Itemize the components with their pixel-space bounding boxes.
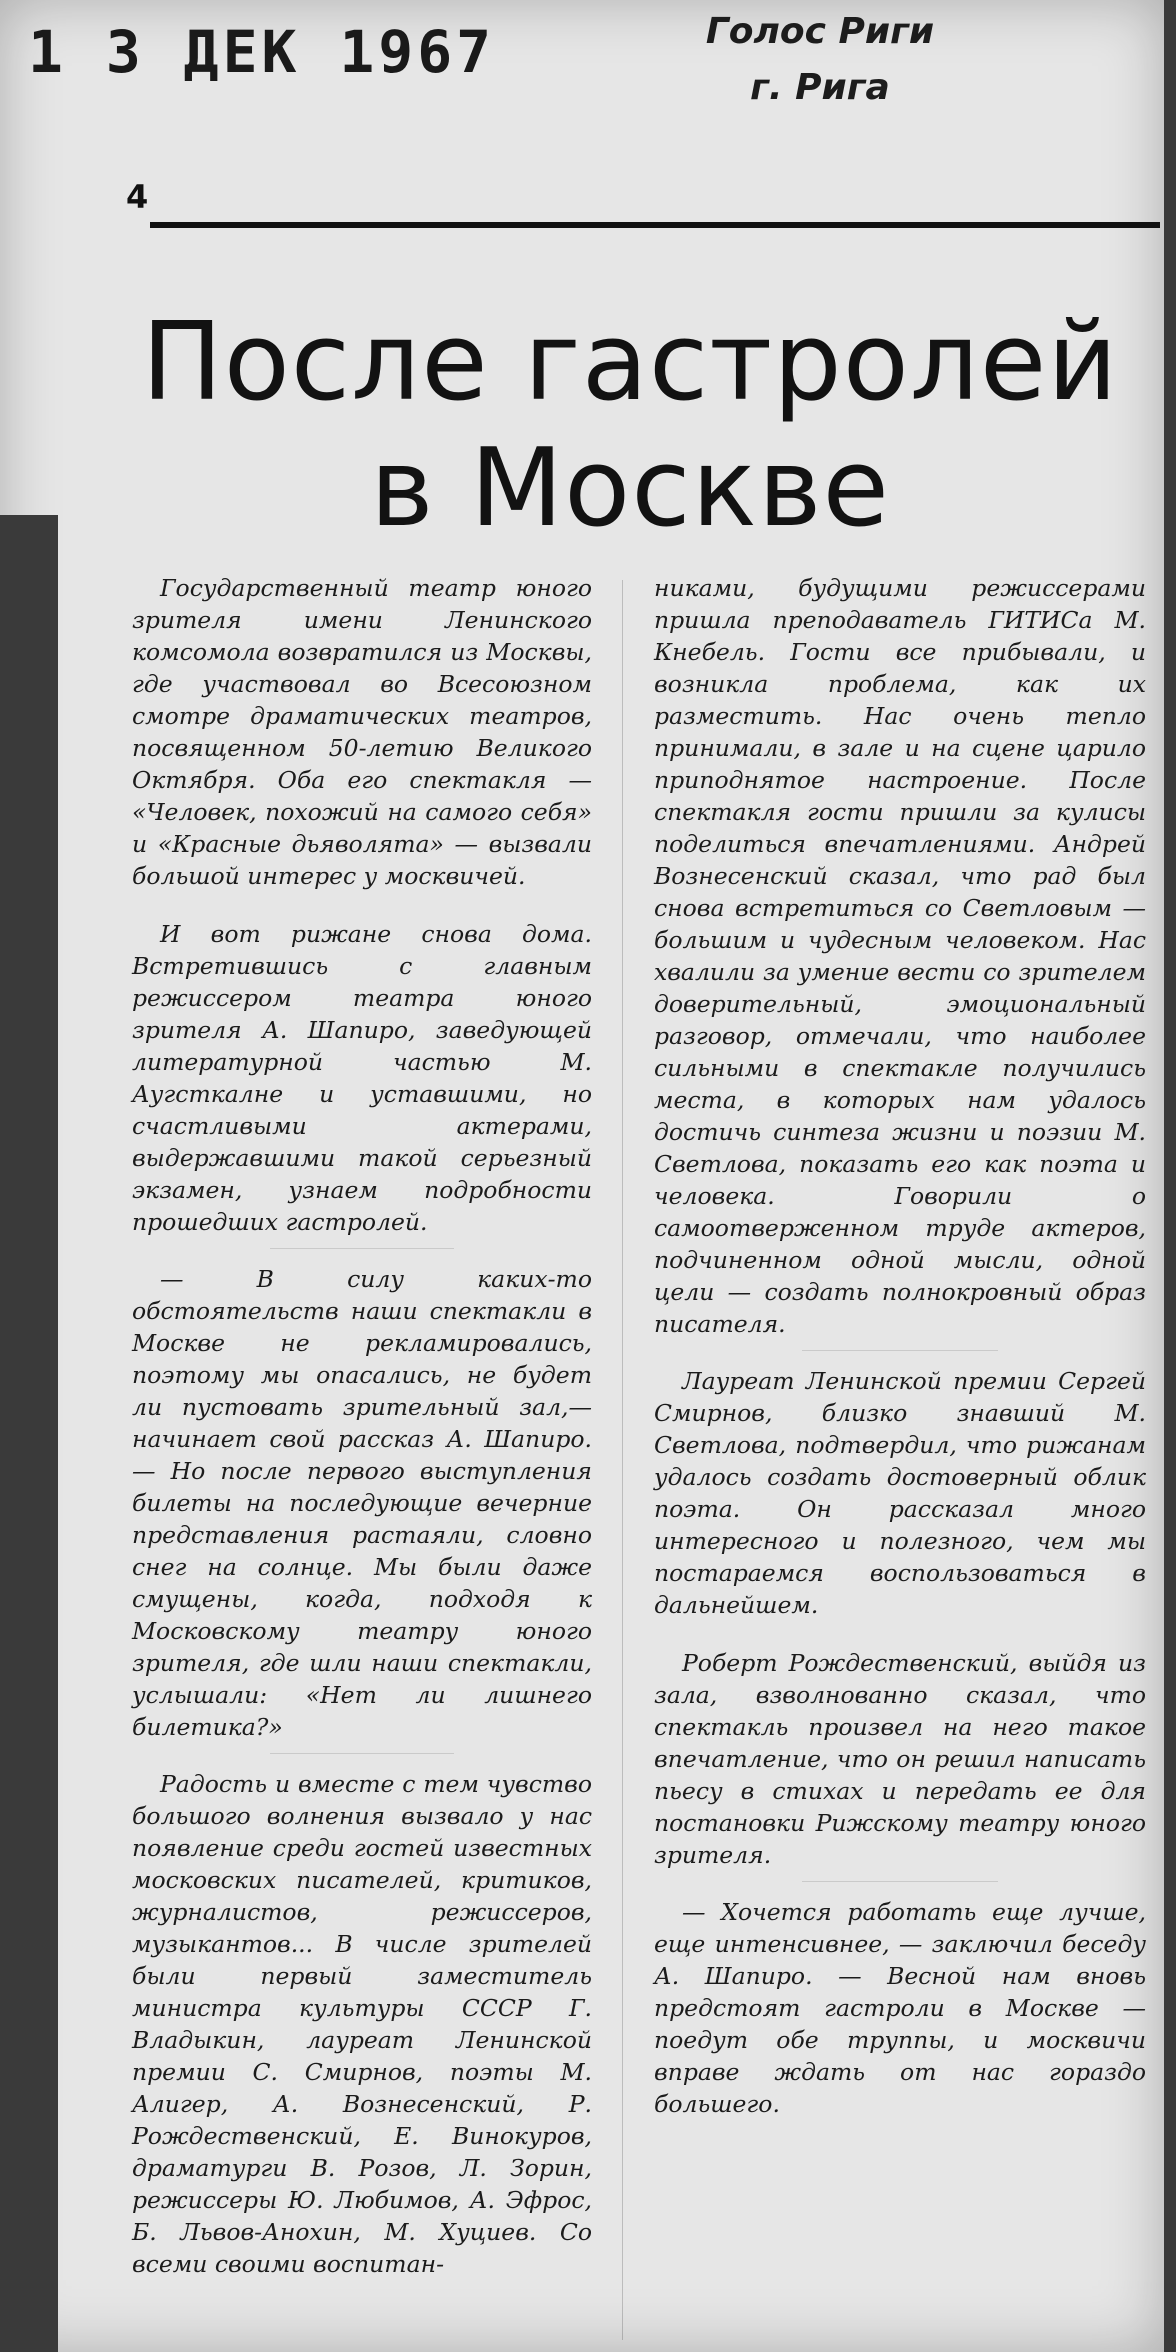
paragraph: никами, будущими режиссерами пришла преподаватель ГИТИСа М. Кнебель. Гости все прибывали, и возникла проблема, как их разместить. Нас очень тепло принимали, в зале и на сцене царило приподнятое настроение. После спектакля гости пришли за кулисы поделиться впечатлениями. Андрей Вознесенский сказал, что рад был снова встретиться со Светловым — большим и чудесным человеком. Нас хвалили за умение вести со зрителем доверительный, эмоциональный разговор, отмечали, что наиболее сильными в спектакле получились места, в которых нам удалось достичь синтеза жизни и поэзии М. Светлова, показать его как поэта и человека. Говорили о самоотверженном труде актеров, подчиненном одной мысли, одной цели — создать полнокровный образ писателя. <box>654 574 1146 1338</box>
headline-line-1: После гастролей <box>141 300 1119 425</box>
column-divider <box>622 580 623 2340</box>
top-rule-divider <box>150 222 1160 228</box>
article-headline <box>130 300 1130 552</box>
source-stamp <box>660 4 980 116</box>
paragraph: — В силу каких-то обстоятельств наши спектакли в Москве не рекламировались, поэтому мы опасались, не будет ли пустовать зрительный зал,— начинает свой рассказ А. Шапиро. — Но после первого выступления билеты на последующие вечерние представления растаяли, словно снег на солнце. Мы были даже смущены, когда, подходя к Московскому театру юного зрителя, где шли наши спектакли, услышали: «Нет ли лишнего билетика?» <box>132 1265 592 1741</box>
source-stamp-city: г. Рига <box>750 67 890 108</box>
paragraph: Роберт Рождественский, выйдя из зала, взволнованно сказал, что спектакль произвел на него такое впечатление, что он решил написать пьесу в стихах и передать ее для постановки Рижскому театру юного зрителя. <box>654 1649 1146 1869</box>
paragraph-separator <box>270 1753 454 1754</box>
torn-edge-shadow <box>0 515 58 2352</box>
paragraph: Государственный театр юного зрителя имени Ленинского комсомола возвратился из Москвы, где участвовал во Всесоюзном смотре драматических театров, посвященном 50-летию Великого Октября. Оба его спектакля — «Человек, похожий на самого себя» и «Красные дьяволята» — вызвали большой интерес у москвичей. <box>132 574 592 890</box>
paragraph: И вот рижане снова дома. Встретившись с главным режиссером театра юного зрителя А. Шапиро, заведующей литературной частью М. Аугсткалне и уставшими, но счастливыми актерами, выдержавшими такой серьезный экзамен, узнаем подробности прошедших гастролей. <box>132 920 592 1236</box>
article-column-right <box>654 572 1146 2146</box>
paragraph: Радость и вместе с тем чувство большого волнения вызвало у нас появление среди гостей известных московских писателей, критиков, журналистов, режиссеров, музыкантов... В числе зрителей были первый заместитель министра культуры СССР Г. Владыкин, лауреат Ленинской премии С. Смирнов, поэты М. Алигер, А. Вознесенский, Р. Рождественский, Е. Винокуров, драматурги В. Розов, Л. Зорин, режиссеры Ю. Любимов, А. Эфрос, Б. Львов-Анохин, М. Хуциев. Со всеми своими воспитан- <box>132 1770 592 2278</box>
headline-line-2: в Москве <box>370 426 890 551</box>
article-column-left <box>132 572 592 2306</box>
date-stamp: 1 3 ДЕК 1967 <box>28 18 496 86</box>
source-stamp-name: Голос Риги <box>705 11 935 52</box>
paragraph-separator <box>270 1248 454 1249</box>
paragraph: Лауреат Ленинской премии Сергей Смирнов, близко знавший М. Светлова, подтвердил, что рижанам удалось создать достоверный облик поэта. Он рассказал много интересного и полезного, чем мы постараемся воспользоваться в дальнейшем. <box>654 1367 1146 1619</box>
paragraph-separator <box>802 1881 999 1882</box>
paragraph-separator <box>802 1350 999 1351</box>
page-number: 4 <box>126 178 149 216</box>
paragraph: — Хочется работать еще лучше, еще интенсивнее, — заключил беседу А. Шапиро. — Весной нам вновь предстоят гастроли в Москве — поедут обе труппы, и москвичи вправе ждать от нас гораздо большего. <box>654 1898 1146 2118</box>
